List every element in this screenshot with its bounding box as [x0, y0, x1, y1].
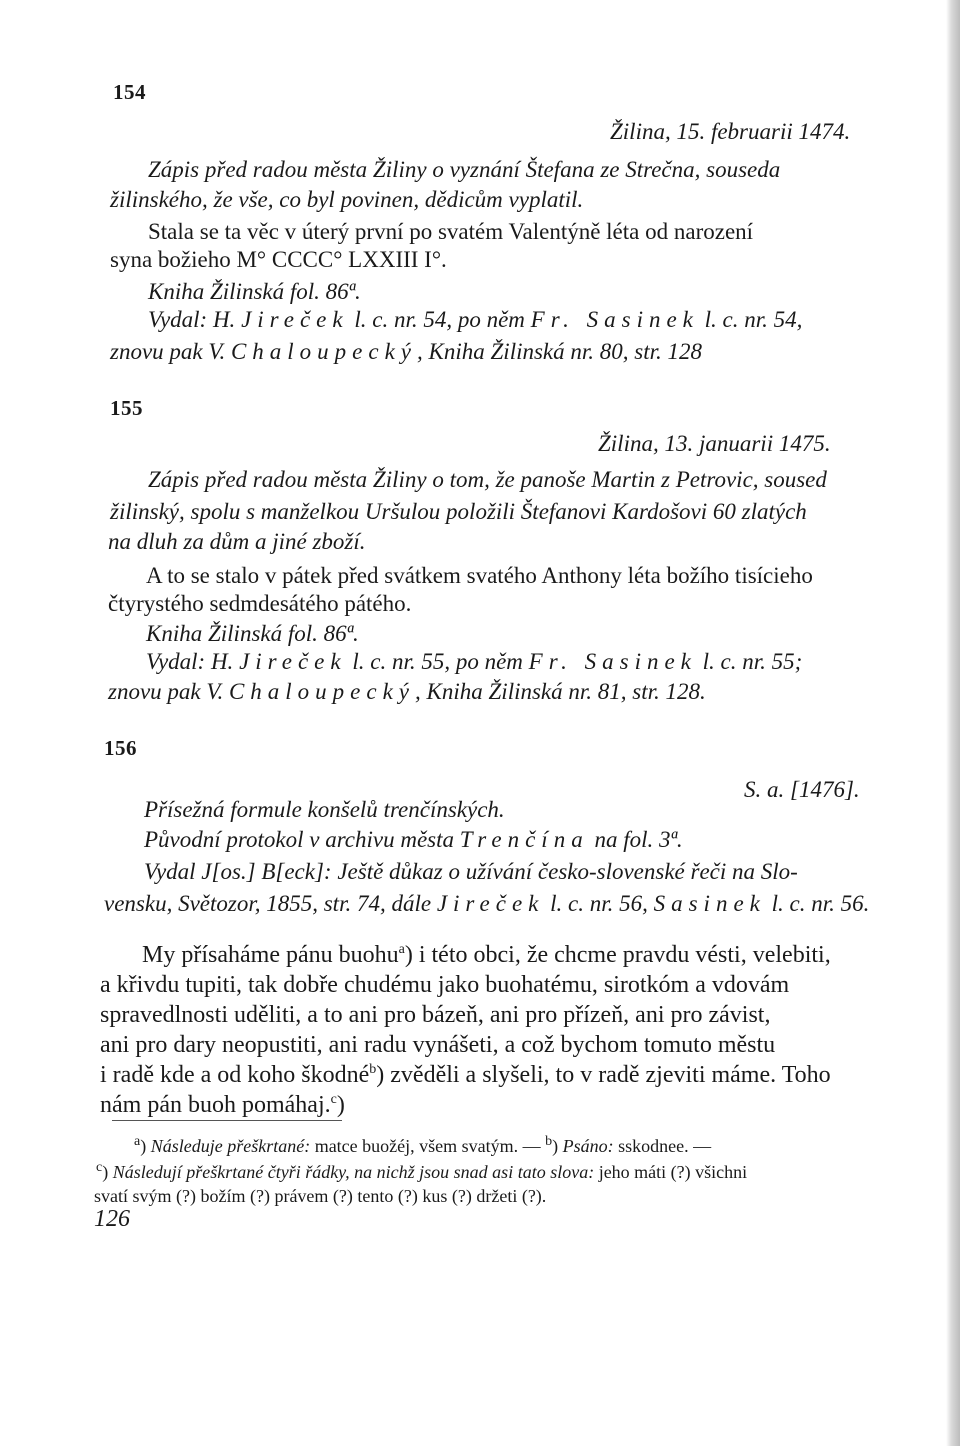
entry-154-edition-1: Vydal: H. Jireček l. c. nr. 54, po něm Fr. Sasinek l. c. nr. 54,: [148, 307, 803, 332]
oath-line-6: nám pán buoh pomáhaj.$^c$): [100, 1092, 345, 1118]
entry-155-edition-1: Vydal: H. Jireček l. c. nr. 55, po něm Fr. Sasinek l. c. nr. 55;: [146, 649, 803, 674]
entry-156-edition-1: Vydal J[os.] B[eck]: Ještě důkaz o užívání česko-slovenské řeči na Slo-: [144, 859, 798, 884]
entry-155-summary-3: na dluh za dům a jiné zboží.: [108, 529, 366, 554]
entry-154-summary-2: žilinského, že vše, co byl povinen, dědicům vyplatil.: [110, 187, 584, 212]
entry-155-source: Kniha Žilinská fol. 86ª.: [146, 621, 359, 646]
page-number: 154: [113, 80, 146, 104]
entry-155-place-date: Žilina, 13. januarii 1475.: [598, 431, 831, 456]
oath-line-3: spravedlnosti uděliti, a to ani pro bázeň, ani pro přízeň, ani pro závist,: [100, 1002, 771, 1028]
entry-156-edition-2: vensku, Světozor, 1855, str. 74, dále Jireček l. c. nr. 56, Sasinek l. c. nr. 56.: [104, 891, 870, 916]
entry-154-place-date: Žilina, 15. februarii 1474.: [610, 119, 851, 144]
oath-line-1: My přísaháme pánu buohu$^a$) i této obci, že chcme pravdu vésti, velebiti,: [142, 942, 831, 968]
entry-154-source: Kniha Žilinská fol. 86ª.: [148, 279, 361, 304]
entry-155-text-1: A to se stalo v pátek před svátkem svatého Anthony léta božího tisícieho: [146, 563, 813, 588]
entry-154-summary-1: Zápis před radou města Žiliny o vyznání Štefana ze Strečna, souseda: [148, 157, 781, 182]
bottom-number: 126: [94, 1206, 130, 1232]
footnote-rule: [112, 1120, 342, 1121]
entry-155-number: 155: [110, 396, 143, 420]
entry-155-summary-2: žilinský, spolu s manželkou Uršulou položili Štefanovi Kardošovi 60 zlatých: [110, 499, 807, 524]
oath-line-2: a křivdu tupiti, tak dobře chudému jako buohatému, sirotkóm a vdovám: [100, 972, 790, 998]
footnote-line-1: $^a$) Následuje přeškrtané: matce buožéj, všem svatým. — $^b$) Psáno: sskodnee. —: [134, 1134, 712, 1156]
entry-154-text-2: syna božieho M° CCCC° LXXIII I°.: [110, 247, 447, 272]
entry-155-edition-2: znovu pak V. Chaloupecký, Kniha Žilinská nr. 81, str. 128.: [108, 679, 706, 704]
entry-155-summary-1: Zápis před radou města Žiliny o tom, že panoše Martin z Petrovic, soused: [148, 467, 827, 492]
entry-154-text-1: Stala se ta věc v úterý první po svatém Valentýně léta od narození: [148, 219, 754, 244]
entry-156-number: 156: [104, 736, 137, 760]
entry-155-text-2: čtyrystého sedmdesátého pátého.: [108, 591, 412, 616]
entry-156-source: Původní protokol v archivu města Trenčína na fol. 3ª.: [144, 827, 683, 852]
page-edge-shadow: [946, 0, 960, 1446]
entry-156-place-date: S. a. [1476].: [744, 777, 860, 802]
entry-156-summary: Přísežná formule konšelů trenčínských.: [144, 797, 505, 822]
oath-line-4: ani pro dary neopustiti, ani radu vynášeti, a což bychom tomuto městu: [100, 1032, 776, 1058]
oath-line-5: i radě kde a od koho škodné$^b$) zvěděli a slyšeli, to v radě zjeviti máme. Toho: [100, 1062, 831, 1088]
footnote-line-3: svatí svým (?) božím (?) právem (?) tento (?) kus (?) držeti (?).: [94, 1186, 547, 1206]
entry-154-edition-2: znovu pak V. Chaloupecký, Kniha Žilinská nr. 80, str. 128: [110, 339, 703, 364]
footnote-line-2: $^c$) Následují přeškrtané čtyři řádky, na nichž jsou snad asi tato slova: jeho máti (?) všichni: [96, 1160, 748, 1182]
